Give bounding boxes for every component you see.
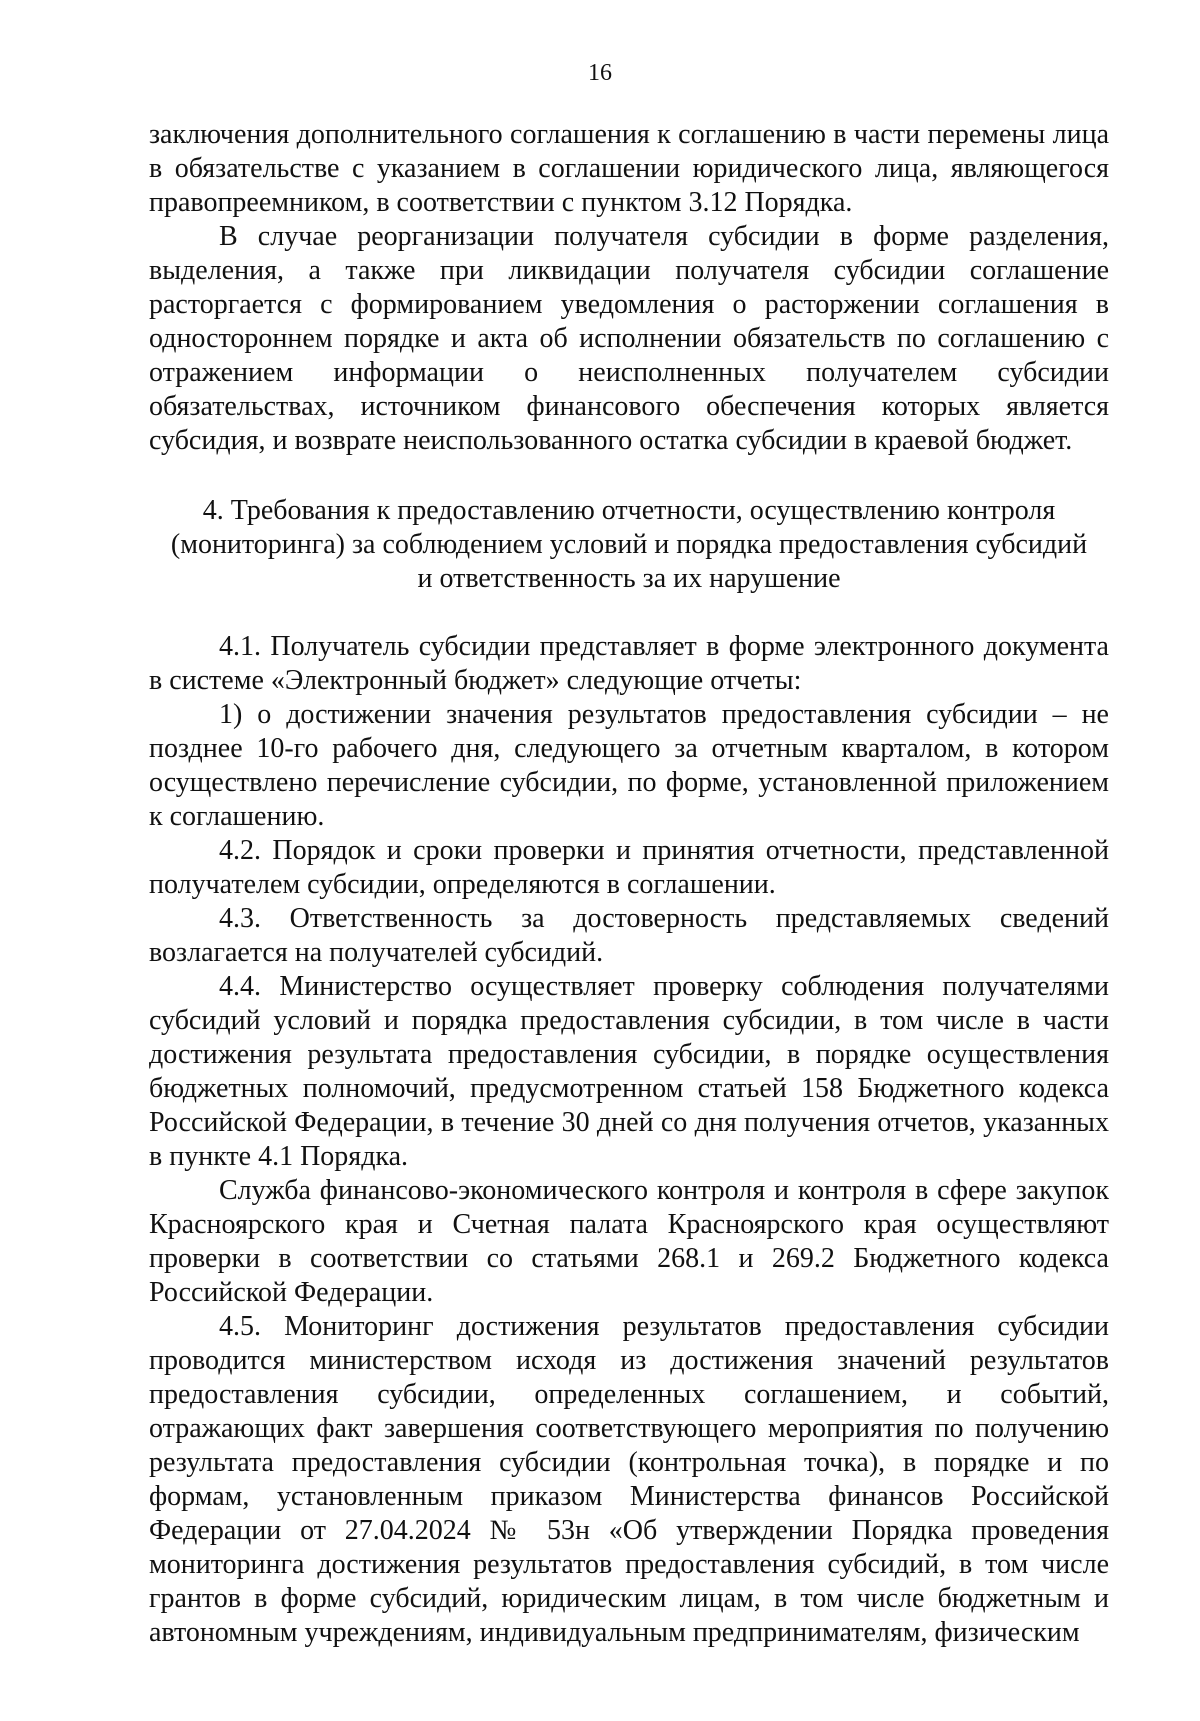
clause-4-1-paragraph: 4.1. Получатель субсидии представляет в форме электронного документа в системе «Электронный бюджет» следующие отчеты:	[149, 631, 1109, 696]
clause-4-1-item-1: 1) о достижении значения результатов предоставления субсидии – не позднее 10-го рабочего дня, следующего за отчетным кварталом, в котором осуществлено перечисление субсидии, по форме, установленной приложением к соглашению.	[149, 699, 1109, 832]
clause-4-5-paragraph: 4.5. Мониторинг достижения результатов предоставления субсидии проводится министерством исходя из достижения значений результатов предоставления субсидии, определенных соглашением, и событий, отражающих факт завершения соответствующего мероприятия по получению результата предоставления субсидии (контрольная точка), в порядке и по формам, установленным приказом Министерства финансов Российской Федерации от 27.04.2024 № 53н «Об утверждении Порядка проведения мониторинга достижения результатов предоставления субсидий, в том числе грантов в форме субсидий, юридическим лицам, в том числе бюджетным и автономным учреждениям, индивидуальным предпринимателям, физическим	[149, 1311, 1109, 1648]
document-body	[149, 118, 1109, 1650]
clause-4-3-paragraph: 4.3. Ответственность за достоверность представляемых сведений возлагается на получателей субсидий.	[149, 903, 1109, 968]
control-service-paragraph: Служба финансово-экономического контроля и контроля в сфере закупок Красноярского края и Счетная палата Красноярского края осуществляют проверки в соответствии со статьями 268.1 и 269.2 Бюджетного кодекса Российской Федерации.	[149, 1175, 1109, 1308]
section-4-heading	[149, 494, 1109, 596]
clause-4-4-paragraph: 4.4. Министерство осуществляет проверку соблюдения получателями субсидий условий и порядка предоставления субсидии, в том числе в части достижения результата предоставления субсидии, в порядке осуществления бюджетных полномочий, предусмотренном статьей 158 Бюджетного кодекса Российской Федерации, в течение 30 дней со дня получения отчетов, указанных в пункте 4.1 Порядка.	[149, 971, 1109, 1172]
section-heading-line-3: и ответственность за их нарушение	[417, 563, 841, 594]
page-number: 16	[588, 60, 612, 86]
section-spacing-bottom	[149, 596, 1109, 630]
section-heading-line-1: 4. Требования к предоставлению отчетности, осуществлению контроля	[202, 495, 1056, 526]
clause-4-2-paragraph: 4.2. Порядок и сроки проверки и принятия отчетности, представленной получателем субсидии, определяются в соглашении.	[149, 835, 1109, 900]
continuation-paragraph: заключения дополнительного соглашения к соглашению в части перемены лица в обязательстве с указанием в соглашении юридического лица, являющегося правопреемником, в соответствии с пунктом 3.12 Порядка.	[149, 119, 1109, 218]
section-heading-line-2: (мониторинга) за соблюдением условий и порядка предоставления субсидий	[170, 529, 1088, 560]
section-spacing-top	[149, 458, 1109, 494]
reorganization-paragraph: В случае реорганизации получателя субсидии в форме разделения, выделения, а также при ликвидации получателя субсидии соглашение расторгается с формированием уведомления о расторжении соглашения в одностороннем порядке и акта об исполнении обязательств по соглашению с отражением информации о неисполненных получателем субсидии обязательствах, источником финансового обеспечения которых является субсидия, и возврате неиспользованного остатка субсидии в краевой бюджет.	[149, 221, 1109, 456]
